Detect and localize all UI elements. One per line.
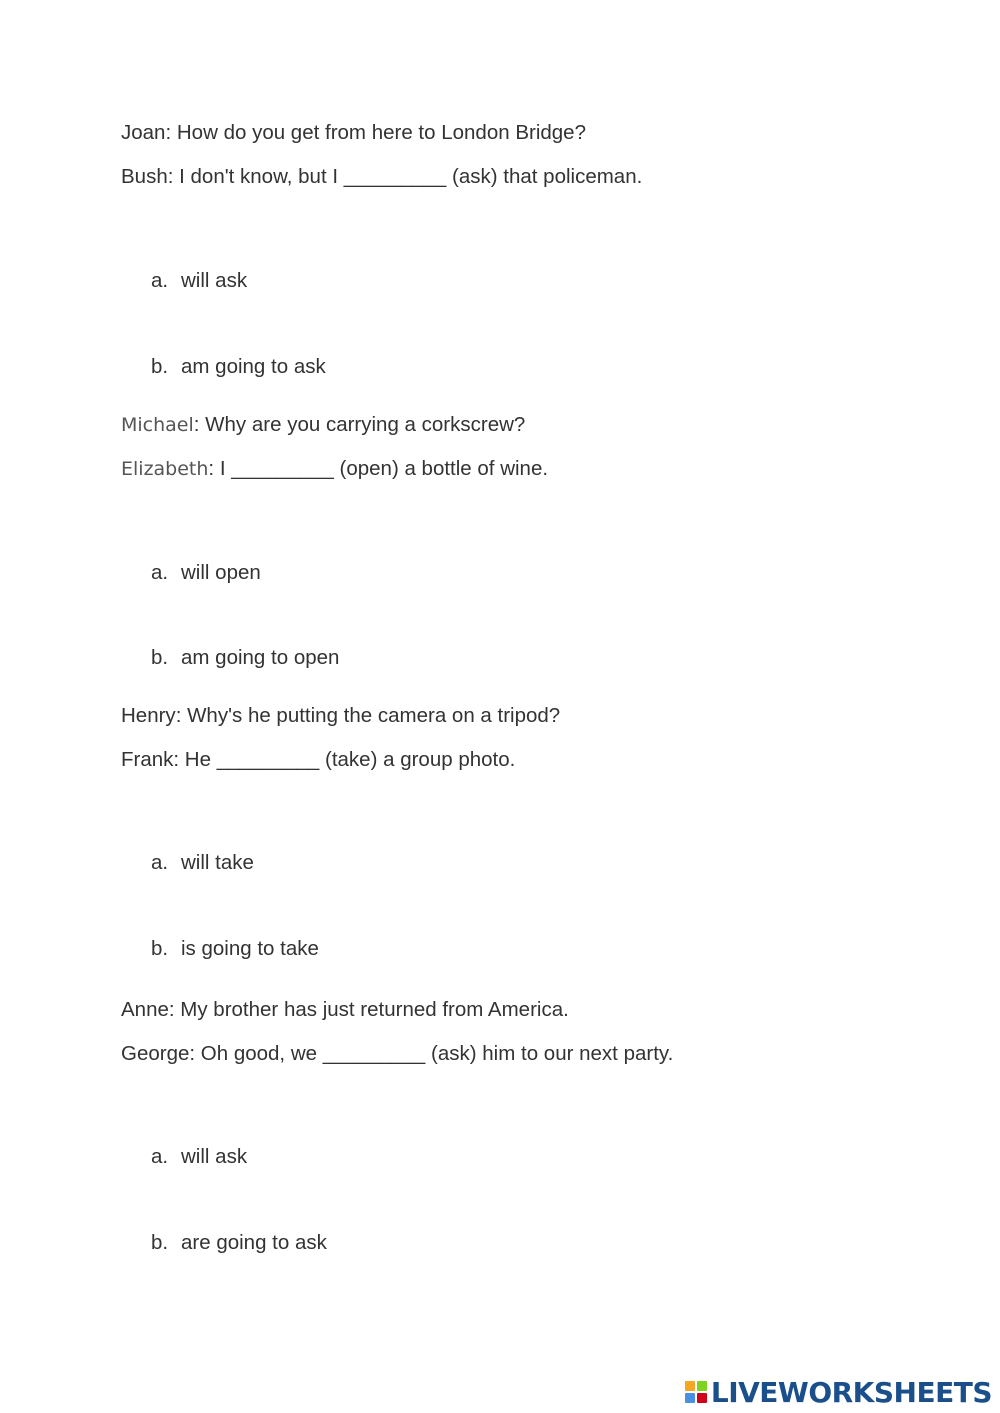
option-letter: b. [151,1231,169,1254]
option-text: will ask [181,269,248,292]
dialogue-text: : My brother has just returned from America. [168,998,569,1021]
liveworksheets-logo[interactable] [685,1377,992,1407]
option-letter: a. [151,1145,169,1168]
option-text: am going to ask [181,355,326,378]
question-2-line-1 [121,412,525,438]
question-3-line-2 [121,747,515,773]
question-4-option-b[interactable] [151,1230,327,1256]
dialogue-text: : He _________ (take) a group photo. [173,748,516,771]
option-letter: a. [151,561,169,584]
question-3-option-a[interactable] [151,850,254,876]
dialogue-text: : Why are you carrying a corkscrew? [193,413,526,436]
option-text: are going to ask [181,1231,327,1254]
question-3-option-b[interactable] [151,936,319,962]
dialogue-text: : I don't know, but I _________ (ask) that policeman. [167,165,643,188]
option-text: is going to take [181,937,319,960]
speaker-name: Michael [121,414,194,436]
speaker-name: Elizabeth [121,458,209,480]
dialogue-text: : I _________ (open) a bottle of wine. [208,457,549,480]
speaker-name: George [121,1042,190,1065]
speaker-name: Joan [121,121,166,144]
dialogue-text: : Why's he putting the camera on a tripod? [175,704,561,727]
speaker-name: Frank [121,748,174,771]
dialogue-text: : Oh good, we _________ (ask) him to our next party. [189,1042,674,1065]
option-text: am going to open [181,646,340,669]
speaker-name: Anne [121,998,169,1021]
option-letter: b. [151,646,169,669]
option-text: will take [181,851,254,874]
brand-name: LIVEWORKSHEETS [710,1375,992,1409]
question-2-option-b[interactable] [151,645,339,671]
question-4-line-2 [121,1041,673,1067]
question-3-line-1 [121,703,560,729]
question-1-option-a[interactable] [151,268,247,294]
question-4-line-1 [121,997,569,1023]
option-text: will open [181,561,261,584]
question-2-option-a[interactable] [151,560,261,586]
speaker-name: Henry [121,704,176,727]
question-1-line-2 [121,164,642,190]
liveworksheets-logo-icon [685,1381,707,1403]
option-letter: a. [151,269,169,292]
question-1-line-1 [121,120,586,146]
option-letter: b. [151,355,169,378]
option-letter: a. [151,851,169,874]
option-letter: b. [151,937,169,960]
dialogue-text: : How do you get from here to London Bridge? [165,121,586,144]
option-text: will ask [181,1145,248,1168]
speaker-name: Bush [121,165,168,188]
question-2-line-2 [121,456,548,482]
question-4-option-a[interactable] [151,1144,247,1170]
question-1-option-b[interactable] [151,354,326,380]
